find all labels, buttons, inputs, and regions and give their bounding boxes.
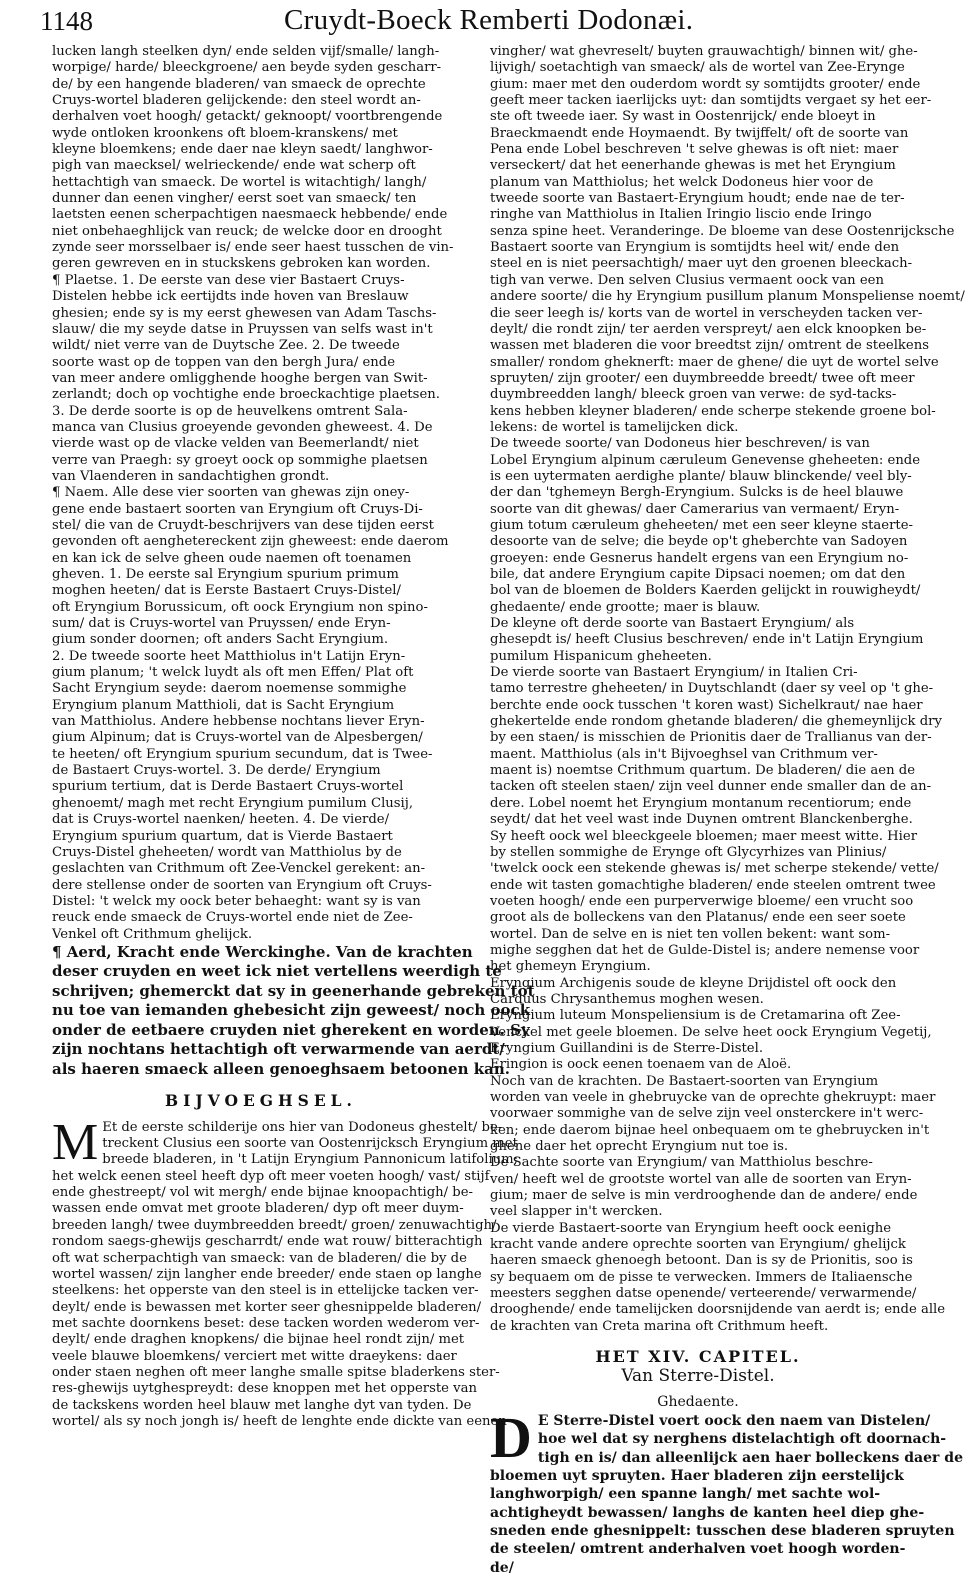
- text-line: Eryngium spurium quartum, dat is Vierde Bastaert: [52, 828, 393, 844]
- text-line: De Sachte soorte van Eryngium/ van Matthiolus beschre-: [490, 1155, 873, 1171]
- text-line: gium Alpinum; dat is Cruys-wortel van de Alpesbergen/: [52, 730, 423, 746]
- text-line: De vierde soorte van Bastaert Eryngium/ in Italien Cri-: [490, 665, 858, 681]
- text-line: deylt/ die rondt zijn/ ter aerden verspreyt/ aen elck knoopken be-: [490, 321, 927, 337]
- right-para-4: [490, 665, 942, 976]
- text-line: van Matthiolus. Andere hebbense nochtans liever Eryn-: [52, 714, 425, 730]
- text-line: gheven. 1. De eerste sal Eryngium spurium primum: [52, 567, 399, 582]
- text-line: onder de eetbaere cruyden niet gherekent en worden. Sy: [52, 1020, 530, 1039]
- text-line: maent is) noemtse Crithmum quartum. De bladeren/ die aen de: [490, 763, 915, 779]
- text-line: kleyne bloemkens; ende daer nae kleyn saedt/ langhwor-: [52, 142, 433, 158]
- ghedaente-heading: Ghedaente.: [657, 1393, 739, 1410]
- text-line: wortel/ als sy noch jongh is/ heeft de lenghte ende dickte van eenen: [52, 1413, 507, 1429]
- text-line: berchte ende oock tusschen 't koren wast) Sichelkraut/ nae haer: [490, 697, 923, 713]
- text-line: groeyen: ende Gesnerus handelt ergens van een Eryngium no-: [490, 550, 909, 566]
- text-line: nu toe van iemanden ghebesicht zijn geweest/ noch oock: [52, 1001, 531, 1020]
- text-line: Cruys-Distel gheheeten/ wordt van Matthiolus by de: [52, 844, 402, 860]
- text-line: geren gewreven en in stuckskens gebroken kan worden.: [52, 256, 431, 272]
- text-line: spurium tertium, dat is Derde Bastaert Cruys-wortel: [52, 779, 404, 795]
- text-line: Cruys-wortel bladeren gelijckende: den steel wordt an-: [52, 93, 421, 109]
- text-line: wassen ende omvat met groote bladeren/ dyp oft meer duym-: [52, 1201, 464, 1217]
- text-line: steelkens: het opperste van den steel is in ettelijcke tacken ver-: [52, 1283, 479, 1299]
- text-line: bloemen uyt spruyten. Haer bladeren zijn eerstelijck: [490, 1468, 904, 1485]
- text-line: gene ende bastaert soorten van Eryngium oft Cruys-Di-: [52, 501, 423, 517]
- page-header: [40, 4, 910, 44]
- bijvoeghsel-text: [52, 1113, 519, 1431]
- text-line: gevonden oft aenghetereckent zijn gheweest: ende daerom: [52, 534, 449, 550]
- text-line: lucken langh steelken dyn/ ende selden vijf/smalle/ langh-: [52, 44, 440, 59]
- text-line: worpige/ harde/ bleeckgroene/ aen beyde syden gescharr-: [52, 60, 442, 76]
- text-line: groot als de bolleckens van den Platanus/ ende een seer soete: [490, 910, 906, 926]
- text-line: gium sonder doornen; oft anders Sacht Eryngium.: [52, 632, 389, 648]
- right-para-9: [490, 1155, 918, 1220]
- text-line: lekens: de wortel is tamelijcken dick.: [490, 419, 739, 435]
- text-line: Eryngium planum Matthioli, dat is Sacht Eryngium: [52, 697, 395, 713]
- text-line: wyde ontloken kroonkens oft bloem-kranskens/ met: [52, 125, 398, 141]
- chapter-title: HET XIV. CAPITEL.: [595, 1347, 801, 1367]
- text-line: die seer leegh is/ korts van de wortel in verscheyden tacken ver-: [490, 305, 923, 321]
- text-line: Sy heeft oock wel bleeckgeele bloemen; maer meest witte. Hier: [490, 828, 918, 844]
- text-line: by een staen/ is misschien de Prionitis daer de Trallianus van der-: [490, 730, 932, 746]
- text-line: ghesien; ende sy is my eerst ghewesen van Adam Taschs-: [52, 305, 437, 321]
- bijvoeghsel-heading: BIJVOEGHSEL.: [165, 1091, 357, 1111]
- text-line: ¶ Naem. Alle dese vier soorten van ghewas zijn oney-: [52, 485, 410, 501]
- text-line: gium planum; 't welck luydt als oft men Effen/ Plat oft: [52, 665, 414, 681]
- left-para-1: [52, 44, 470, 273]
- text-line: worden van veele in ghebruycke van de oprechte ghekruypt: maer: [490, 1090, 936, 1105]
- chapter-subtitle: Van Sterre-Distel.: [621, 1365, 775, 1386]
- right-column: [490, 44, 965, 1577]
- page-number: 1148: [40, 6, 93, 36]
- text-line: moghen heeten/ dat is Eerste Bastaert Cruys-Distel/: [52, 583, 401, 599]
- right-para-6: [490, 1008, 932, 1057]
- text-line: wortel wassen/ zijn langher ende breeder/ ende staen op langhe: [52, 1266, 482, 1282]
- text-line: ghedaente/ ende grootte; maer is blauw.: [490, 599, 761, 615]
- text-line: 3. De derde soorte is op de heuvelkens omtrent Sala-: [52, 403, 408, 419]
- text-line: met sachte doornkens beset: dese tacken worden wederom ver-: [52, 1315, 480, 1331]
- text-line: E Sterre-Distel voert oock den naem van Distelen/: [537, 1413, 931, 1430]
- text-line: duymbreedden langh/ bleeck groen van verwe: de syd-tacks-: [490, 387, 897, 403]
- text-line: slauw/ die my seyde datse in Pruyssen van selfs wast in't: [52, 321, 433, 337]
- text-line: ghenoemt/ magh met recht Eryngium pumilum Clusij,: [52, 795, 414, 811]
- text-line: de steelen/ omtrent anderhalven voet hoogh worden-: [490, 1541, 906, 1558]
- text-line: de krachten van Creta marina oft Crithmum heeft.: [490, 1318, 829, 1334]
- text-line: andere soorte/ die hy Eryngium pusillum planum Monspeliense noemt/: [490, 289, 965, 305]
- running-title: Cruydt-Boeck Remberti Dodonæi.: [284, 4, 694, 36]
- text-line: soorte van dit ghewas/ daer Camerarius van vermaent/ Eryn-: [490, 501, 900, 517]
- text-line: der dan 'tghemeyn Bergh-Eryngium. Sulcks is de heel blauwe: [490, 485, 904, 501]
- right-para-3: [490, 616, 924, 665]
- text-line: als haeren smaeck alleen genoeghsaem betoonen kan.: [52, 1059, 510, 1078]
- text-line: planum van Matthiolus; het welck Dodoneus hier voor de: [490, 174, 874, 190]
- text-line: meesters segghen datse openende/ verteerende/ verwarmende/: [490, 1286, 917, 1302]
- text-line: Distel: 't welck my oock beter behaeght: want sy is van: [52, 893, 421, 909]
- text-line: het welck eenen steel heeft dyp oft meer voeten hoogh/ vast/ stijf: [52, 1168, 490, 1184]
- text-line: drooghende/ ende tamelijcken doorsnijdende van aerdt is; ende alle: [490, 1302, 946, 1318]
- text-line: veele blauwe bloemkens/ verciert met witte draeykens: daer: [52, 1348, 457, 1364]
- text-line: vierde wast op de vlacke velden van Beemerlandt/ niet: [52, 436, 419, 452]
- text-line: sy bequaem om de pisse te verwecken. Immers de Italiaensche: [490, 1269, 913, 1285]
- text-line: De kleyne oft derde soorte van Bastaert Eryngium/ als: [490, 616, 855, 632]
- text-line: de/ by een hangende bladeren/ van smaeck de oprechte: [52, 76, 426, 92]
- text-line: Venckel met geele bloemen. De selve heet oock Eryngium Vegetij,: [490, 1024, 932, 1040]
- text-line: wortel. Dan de selve en is niet ten vollen bekent: want som-: [490, 926, 891, 942]
- text-line: sum/ dat is Cruys-wortel van Pruyssen/ ende Eryn-: [52, 616, 391, 632]
- text-line: dere stellense onder de soorten van Eryngium oft Cruys-: [52, 877, 432, 893]
- text-line: de tackskens worden heel blauw met langhe dyt van tyden. De: [52, 1397, 472, 1413]
- text-line: Eringion is oock eenen toenaem van de Aloë.: [490, 1057, 792, 1073]
- text-line: 2. De tweede soorte heet Matthiolus in't Latijn Eryn-: [52, 648, 406, 664]
- text-line: res-ghewijs uytghespreydt: dese knoppen met het opperste van: [52, 1381, 477, 1397]
- text-line: pigh van maecksel/ welrieckende/ ende wat scherp oft: [52, 158, 416, 174]
- text-line: 'twelck oock een stekende ghewas is/ met scherpe stekende/ vette/: [490, 861, 939, 877]
- text-line: deylt/ ende draghen knopkens/ die bijnae heel rondt zijn/ met: [52, 1332, 465, 1348]
- text-line: seydt/ dat het veel wast inde Duynen omtrent Blanckenberghe.: [490, 812, 913, 828]
- text-line: gium totum cæruleum gheheeten/ met een seer kleyne staerte-: [490, 517, 913, 533]
- text-line: ende ghestreept/ vol wit mergh/ ende bijnae knoopachtigh/ be-: [52, 1185, 473, 1201]
- text-line: rondom saegs-ghewijs gescharrdt/ ende wat rouw/ bitterachtigh: [52, 1234, 483, 1250]
- text-line: ringhe van Matthiolus in Italien Iringio liscio ende Iringo: [490, 207, 872, 223]
- text-line: Venkel oft Crithmum ghelijck.: [52, 926, 253, 942]
- text-line: smaller/ rondom gheknerft: maer de ghene/ die uyt de wortel selve: [490, 354, 939, 370]
- text-line: zynde seer morsselbaer is/ ende seer haest tusschen de vin-: [52, 240, 454, 256]
- text-line: deser cruyden en weet ick niet vertellens weerdigh te: [52, 962, 502, 981]
- text-line: geeft meer tacken iaerlijcks uyt: dan somtijdts vergaet sy het eer-: [490, 93, 932, 109]
- text-line: manca van Clusius groeyende gevonden gheweest. 4. De: [52, 419, 433, 435]
- text-line: ken; ende daerom bijnae heel onbequaem om te ghebruycken in't: [490, 1122, 930, 1138]
- text-line: wildt/ niet verre van de Duytsche Zee. 2. De tweede: [52, 338, 400, 354]
- text-line: van meer andere omligghende hooghe bergen van Swit-: [52, 370, 428, 386]
- text-line: Noch van de krachten. De Bastaert-soorten van Eryngium: [490, 1073, 879, 1089]
- text-line: het ghemeyn Eryngium.: [490, 959, 651, 975]
- text-line: voorwaer sommighe van de selve zijn veel onsterckere in't werc-: [490, 1106, 924, 1122]
- aerd-section: [52, 942, 535, 1080]
- drop-cap-m: M: [52, 1113, 99, 1171]
- text-line: hoe wel dat sy nerghens distelachtigh oft doornach-: [537, 1431, 947, 1448]
- text-line: dere. Lobel noemt het Eryngium montanum recentiorum; ende: [490, 795, 912, 811]
- text-line: stel/ die van de Cruydt-beschrijvers van dese tijden eerst: [52, 517, 434, 533]
- text-line: haeren smaeck ghenoegh betoont. Dan is sy de Prionitis, soo is: [490, 1253, 913, 1269]
- text-line: reuck ende smaeck de Cruys-wortel ende niet de Zee-: [52, 910, 413, 926]
- text-line: spruyten/ zijn grooter/ een duymbreedde breedt/ twee oft meer: [490, 370, 915, 386]
- text-line: Eryngium Guillandini is de Sterre-Distel.: [490, 1040, 764, 1056]
- text-line: onder staen neghen oft meer langhe smalle spitse bladerkens ster-: [52, 1364, 500, 1380]
- text-line: Braeckmaendt ende Hoymaendt. By twijffelt/ oft de soorte van: [490, 125, 909, 141]
- right-para-7: [490, 1057, 906, 1073]
- text-line: tigh van verwe. Den selven Clusius vermaent oock van een: [490, 272, 884, 288]
- text-line: Lobel Eryngium alpinum cæruleum Genevense gheheeten: ende: [490, 452, 921, 468]
- text-line: van Vlaenderen in sandachtighen grondt.: [52, 468, 330, 484]
- text-line: ven/ heeft wel de grootste wortel van alle de soorten van Eryn-: [490, 1171, 912, 1187]
- text-line: oft wat scherpachtigh van smaeck: van de bladeren/ die by de: [52, 1250, 467, 1266]
- text-line: ghekertelde ende rondom ghetande bladeren/ die ghemeynlijck dry: [490, 714, 942, 730]
- text-line: bile, dat andere Eryngium capite Dipsaci noemen; om dat den: [490, 567, 906, 582]
- text-line: treckent Clusius een soorte van Oostenrijcksch Eryngium met: [102, 1136, 518, 1152]
- text-line: tigh en is/ dan alleenlijck aen haer bolleckens daer de: [537, 1449, 963, 1466]
- text-line: desoorte van de selve; die beyde op't gheberchte van Sadoyen: [490, 534, 908, 550]
- text-line: Carduus Chrysanthemus moghen wesen.: [490, 991, 764, 1007]
- text-line: maent. Matthiolus (als in't Bijvoeghsel van Crithmum ver-: [490, 746, 878, 762]
- text-line: Sacht Eryngium seyde: daerom noemense sommighe: [52, 681, 407, 697]
- right-para-2: [490, 436, 921, 616]
- text-line: dunner dan eenen vingher/ eerst soet van smaeck/ ten: [52, 191, 417, 207]
- left-column: [52, 44, 535, 1430]
- text-line: lijvigh/ soetachtigh van smaeck/ als de wortel van Zee-Erynge: [490, 60, 905, 76]
- right-para-8: [490, 1073, 936, 1156]
- text-line: Distelen hebbe ick eertijdts inde hoven van Breslauw: [52, 289, 409, 305]
- text-line: ¶ Plaetse. 1. De eerste van dese vier Bastaert Cruys-: [52, 272, 405, 288]
- text-line: is een uytermaten aerdighe plante/ blauw blinckende/ veel bly-: [490, 468, 912, 484]
- text-line: soorte wast op de toppen van den bergh Jura/ ende: [52, 354, 396, 370]
- text-line: mighe segghen dat het de Gulde-Distel is; andere nemense voor: [490, 942, 920, 958]
- text-line: tacken oft steelen staen/ zijn veel dunner ende smaller dan de an-: [490, 779, 932, 795]
- text-line: en kan ick de selve gheen oude naemen oft toenamen: [52, 550, 412, 566]
- text-line: zijn nochtans hettachtigh oft verwarmende van aerdt/: [52, 1040, 505, 1059]
- text-line: sneden ende ghesnippelt: tusschen dese bladeren spruyten: [490, 1522, 955, 1539]
- text-line: Pena ende Lobel beschreven 't selve ghewas is oft niet: maer: [490, 142, 899, 158]
- drop-cap-d: D: [490, 1405, 532, 1471]
- text-line: ende wit tasten gomachtighe bladeren/ ende steelen omtrent twee: [490, 877, 936, 893]
- text-line: Bastaert soorte van Eryngium is somtijdts heel wit/ ende den: [490, 240, 900, 256]
- text-line: niet onbehaeghlijck van reuck; de welcke door en drooght: [52, 223, 442, 239]
- text-line: Eryngium Archigenis soude de kleyne Drijdistel oft oock den: [490, 975, 897, 991]
- text-line: de/: [490, 1559, 514, 1576]
- text-line: kens hebben kleyner bladeren/ ende scherpe stekende groene bol-: [490, 403, 936, 419]
- bijvoeghsel-section: [52, 1113, 519, 1431]
- text-line: breede bladeren, in 't Latijn Eryngium Pannonicum latifolium;: [102, 1152, 519, 1168]
- text-line: de Bastaert Cruys-wortel. 3. De derde/ Eryngium: [52, 763, 381, 779]
- plaetse-section: [52, 273, 470, 485]
- text-line: wassen met bladeren die voor breedtst zijn/ omtrent de steelkens: [490, 338, 929, 354]
- text-line: steel en is niet peersachtigh/ maer uyt den groenen bleeckach-: [490, 256, 913, 272]
- text-line: tweede soorte van Bastaert-Eryngium houdt; ende nae de ter-: [490, 191, 905, 207]
- text-line: schrijven; ghemerckt dat sy in geenerhande gebreken tot: [52, 981, 535, 1000]
- text-line: ghesepdt is/ heeft Clusius beschreven/ ende in't Latijn Eryngium: [490, 632, 924, 648]
- text-line: Et de eerste schilderije ons hier van Dodoneus ghestelt/ be-: [102, 1119, 503, 1135]
- text-line: breeden langh/ twee duymbreedden breedt/ groen/ zenuwachtigh/: [52, 1217, 497, 1233]
- text-line: ste oft tweede iaer. Sy wast in Oostenrijck/ ende bloeyt in: [490, 109, 876, 125]
- text-line: zerlandt; doch op vochtighe ende broeckachtige plaetsen.: [52, 387, 440, 403]
- ghedaente-section: [490, 1405, 963, 1577]
- text-line: laetsten eenen scherpachtigen naesmaeck hebbende/ ende: [52, 207, 448, 223]
- text-line: dat is Cruys-wortel naenken/ heeten. 4. De vierde/: [52, 812, 390, 828]
- text-line: voeten hoogh/ ende een purperverwige bloeme/ een vrucht soo: [490, 893, 914, 909]
- text-line: kracht vande andere oprechte soorten van Eryngium/ ghelijck: [490, 1237, 906, 1253]
- text-line: achtigheydt bewassen/ langhs de kanten heel diep ghe-: [490, 1504, 925, 1521]
- text-line: senza spine heet. Veranderinge. De bloeme van dese Oostenrijcksche: [490, 223, 955, 239]
- text-line: ghene daer het oprecht Eryngium nut toe is.: [490, 1139, 789, 1155]
- text-line: geslachten van Crithmum oft Zee-Venckel gerekent: an-: [52, 861, 426, 877]
- right-para-5: [490, 976, 906, 1009]
- text-line: Eryngium luteum Monspeliensium is de Cretamarina oft Zee-: [490, 1008, 901, 1024]
- text-line: De vierde Bastaert-soorte van Eryngium heeft oock eenighe: [490, 1220, 892, 1236]
- naem-section: [52, 485, 470, 943]
- text-line: by stellen sommighe de Erynge oft Glycyrhizes van Plinius/: [490, 844, 887, 860]
- ghedaente-text: [490, 1405, 963, 1577]
- text-line: deylt/ ende is bewassen met korter seer ghesnippelde bladeren/: [52, 1299, 482, 1315]
- text-line: veel slapper in't wercken.: [490, 1204, 663, 1220]
- text-line: gium; maer de selve is min verdrooghende dan de andere/ ende: [490, 1188, 918, 1204]
- text-line: te heeten/ oft Eryngium spurium secundum, dat is Twee-: [52, 746, 433, 762]
- text-line: hettachtigh van smaeck. De wortel is witachtigh/ langh/: [52, 174, 427, 190]
- text-line: De tweede soorte/ van Dodoneus hier beschreven/ is van: [490, 436, 870, 452]
- text-line: oft Eryngium Borussicum, oft oock Eryngium non spino-: [52, 599, 428, 615]
- text-line: bol van de bloemen de Bolders Kaerden gelijckt in rouwigheydt/: [490, 583, 921, 599]
- text-line: ¶ Aerd, Kracht ende Werckinghe. Van de krachten: [52, 942, 473, 961]
- text-line: tamo terrestre gheheeten/ in Duytschlandt (daer sy veel op 't ghe-: [490, 681, 934, 697]
- text-line: vingher/ wat ghevreselt/ buyten grauwachtigh/ binnen wit/ ghe-: [490, 44, 918, 59]
- text-line: pumilum Hispanicum gheheeten.: [490, 648, 712, 664]
- text-line: verre van Praegh: sy groeyt oock op sommighe plaetsen: [52, 452, 428, 468]
- text-line: gium: maer met den ouderdom wordt sy somtijdts grooter/ ende: [490, 76, 921, 92]
- text-line: langhworpigh/ een spanne langh/ met sachte wol-: [490, 1486, 881, 1503]
- right-para-10: [490, 1220, 946, 1335]
- text-line: derhalven voet hoogh/ getackt/ geknoopt/ voortbrengende: [52, 109, 443, 125]
- text-line: verseckert/ dat het eenerhande ghewas is met het Eryngium: [490, 158, 896, 174]
- right-para-1: [490, 44, 965, 436]
